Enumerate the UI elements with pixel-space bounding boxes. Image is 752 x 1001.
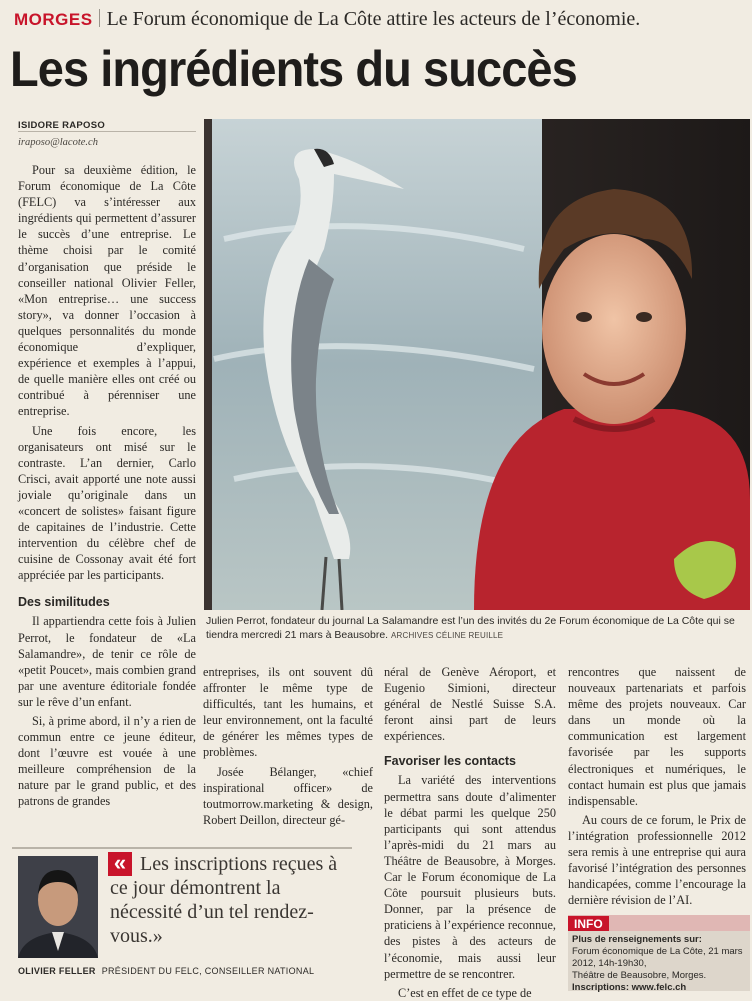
kicker-separator bbox=[99, 9, 100, 27]
byline-author: ISIDORE RAPOSO bbox=[18, 120, 106, 131]
subheading: Des similitudes bbox=[18, 595, 110, 610]
byline-rule bbox=[18, 131, 196, 132]
info-signup-link[interactable]: www.felc.ch bbox=[631, 982, 687, 993]
info-box bbox=[568, 931, 750, 991]
article-photo bbox=[204, 119, 750, 610]
article-column-3 bbox=[384, 664, 556, 1001]
photo-credit: ARCHIVES CÉLINE REUILLE bbox=[391, 631, 504, 640]
paragraph: C’est en effet de ce type de bbox=[398, 985, 532, 1000]
quote-attribution bbox=[18, 966, 314, 976]
pull-quote: Les inscriptions reçues à ce jour démontrent la nécessité d’un tel rendez-vous.» bbox=[110, 853, 338, 947]
section-rubric: MORGES bbox=[14, 10, 93, 29]
paragraph: entreprises, ils ont souvent dû affronter le même type de difficultés, tant les humains, et leur environnement, ont la faculté de générer les mêmes types de problèmes. bbox=[203, 665, 373, 760]
info-label-text: INFO bbox=[568, 916, 609, 932]
info-line: Forum économique de La Côte, 21 mars 2012, 14h-19h30, bbox=[572, 946, 743, 969]
article-column-1 bbox=[18, 162, 196, 810]
paragraph: La variété des interventions permettra sans doute d’alimenter le débat parmi les quelque 250 participants qui sont attendus l’après-midi du 21 mars au Théâtre de Beausobre, à Morges. Car le Forum économique de La Côte poursuit plusieurs buts. Donner, par la présence de praticiens à l’expérience reconnue, des pistes à des acteurs de l’économie, mais aussi leur permettre de se rencontrer. bbox=[384, 773, 556, 981]
quote-name: OLIVIER FELLER bbox=[18, 966, 96, 976]
article-column-4 bbox=[568, 664, 746, 908]
paragraph: Josée Bélanger, «chief inspirational officer» de toutmorrow.marketing & design, Robert Deillon, directeur gé- bbox=[203, 764, 373, 827]
caption-text: Julien Perrot, fondateur du journal La Salamandre est l’un des invités du 2e Forum économique de La Côte qui se tiendra mercredi 21 mars à Beausobre. bbox=[206, 615, 735, 641]
quote-rule bbox=[12, 847, 352, 849]
kicker bbox=[14, 6, 744, 32]
paragraph: Une fois encore, les organisateurs ont misé sur le contraste. L’an dernier, Carlo Crisci, avait apporté une note aussi joviale qu’originale dans un «concert de solistes» faisant figure de capitaines de l’industrie. Cette intervention du célèbre chef de cuisine de Cossonay avait été fort appréciée par les participants. bbox=[18, 423, 196, 583]
info-box-label bbox=[568, 915, 750, 931]
paragraph: Il appartiendra cette fois à Julien Perrot, le fondateur de «La Salamandre», de tenir ce rôle de «petit Poucet», mais combien grand par une aventure éditoriale fondée sur le rêve d’un enfant. bbox=[18, 614, 196, 709]
photo-caption bbox=[206, 614, 746, 643]
info-signup-label: Inscriptions: bbox=[572, 982, 630, 993]
headline: Les ingrédients du succès bbox=[10, 41, 577, 97]
byline-email[interactable]: iraposo@lacote.ch bbox=[18, 137, 98, 148]
quote-portrait bbox=[18, 856, 98, 958]
photo-illustration bbox=[204, 119, 750, 610]
paragraph: Pour sa deuxième édition, le Forum économique de La Côte (FELC) va s’intéresser aux ingrédients qui permettent d’assurer le succès d’une entreprise. Le thème choisi par le comité d’organisation que préside le conseiller national Olivier Feller, «Mon entreprise… une success story», va donner l’occasion à quelques personnalités du monde économique d’expliquer, expérience et exemples à l’appui, de quelle manière elles ont créé ou contribué à pérenniser une entreprise. bbox=[18, 163, 196, 419]
paragraph: Au cours de ce forum, le Prix de l’intégration professionnelle 2012 sera remis à une entreprise qui aura favorisé l’intégration des personnes handicapées, comme l’encourage la dernière révision de l’AI. bbox=[568, 812, 746, 908]
paragraph: néral de Genève Aéroport, et Eugenio Simioni, directeur général de Nestlé Suisse S.A. feront ainsi part de leurs expériences. bbox=[384, 665, 556, 744]
quote-mark-icon: « bbox=[108, 852, 132, 876]
quote-role: PRÉSIDENT DU FELC, CONSEILLER NATIONAL bbox=[101, 966, 315, 976]
paragraph: rencontres que naissent de nouveaux partenariats et parfois même des projets nouveaux. Car dans un monde où la communication est largement favorisée par les supports électroniques et numériques, le contact humain est plus que jamais indispensable. bbox=[568, 665, 746, 808]
kicker-text: Le Forum économique de La Côte attire les acteurs de l’économie. bbox=[106, 8, 641, 30]
info-heading: Plus de renseignements sur: bbox=[572, 934, 702, 945]
article-column-2 bbox=[203, 664, 373, 828]
portrait-image bbox=[18, 856, 98, 958]
subheading: Favoriser les contacts bbox=[384, 754, 517, 769]
paragraph: Si, à prime abord, il n’y a rien de commun entre ce jeune éditeur, dont l’œuvre est vouée à une meilleure compréhension de la nature par le grand public, et des patrons de grandes bbox=[18, 714, 196, 809]
info-line: Théâtre de Beausobre, Morges. bbox=[572, 970, 707, 981]
